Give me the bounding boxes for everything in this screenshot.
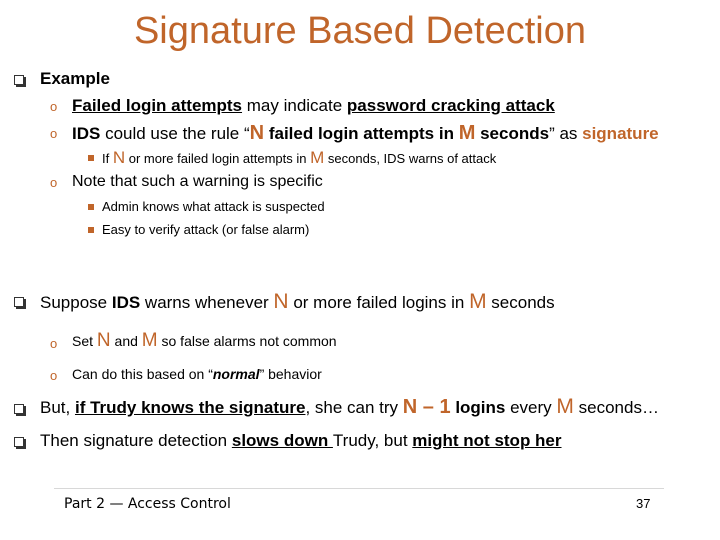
n-variable: N bbox=[112, 148, 126, 167]
text-span: so false alarms not common bbox=[157, 333, 337, 349]
bullet-example bbox=[40, 68, 110, 90]
bullet-failed-login bbox=[72, 95, 555, 117]
m-variable: M bbox=[141, 330, 158, 351]
text-span: ” behavior bbox=[259, 366, 322, 382]
text-span: warns whenever bbox=[140, 293, 274, 312]
note-text: Note that such a warning is specific bbox=[72, 173, 323, 190]
signature-text: signature bbox=[582, 124, 659, 143]
circle-bullet-icon: o bbox=[50, 175, 58, 190]
m-variable: M bbox=[469, 290, 487, 313]
bullet-slows-down bbox=[40, 430, 562, 452]
text-span: Set bbox=[72, 333, 97, 349]
checkbox-bullet-icon bbox=[14, 297, 24, 307]
n-variable: N bbox=[273, 290, 289, 313]
checkbox-bullet-icon bbox=[14, 404, 24, 414]
circle-bullet-icon: o bbox=[50, 126, 58, 141]
n-variable: N bbox=[96, 330, 111, 351]
square-bullet-icon bbox=[88, 155, 94, 161]
circle-bullet-icon: o bbox=[50, 336, 58, 351]
m-variable: M bbox=[458, 122, 476, 144]
m-variable: M bbox=[310, 148, 325, 167]
text-span: and bbox=[110, 333, 142, 349]
m-variable: M bbox=[556, 395, 574, 418]
circle-bullet-icon: o bbox=[50, 99, 58, 114]
text-span: or more failed logins in bbox=[288, 293, 470, 312]
bullet-trudy-knows bbox=[40, 396, 659, 419]
text-span: seconds bbox=[475, 124, 550, 143]
text-span: seconds… bbox=[573, 398, 659, 417]
trudy-knows-text: if Trudy knows the signature bbox=[74, 398, 306, 417]
bullet-set-n-m bbox=[72, 330, 337, 352]
text-span: logins bbox=[450, 398, 506, 417]
example-label: Example bbox=[40, 69, 110, 88]
footer-divider bbox=[54, 488, 664, 489]
square-bullet-icon bbox=[88, 227, 94, 233]
bullet-admin bbox=[102, 196, 325, 218]
text-span: , she can try bbox=[305, 398, 403, 417]
checkbox-bullet-icon bbox=[14, 75, 24, 85]
might-not-stop-text: might not stop her bbox=[412, 431, 562, 450]
text-span: every bbox=[505, 398, 557, 417]
bullet-normal-behavior bbox=[72, 363, 322, 385]
ids-text: IDS bbox=[111, 293, 141, 312]
circle-bullet-icon: o bbox=[50, 368, 58, 383]
text-span: could use the rule “ bbox=[100, 124, 250, 143]
text-span: Suppose bbox=[40, 293, 112, 312]
bullet-suppose bbox=[40, 291, 555, 314]
text-span: seconds, IDS warns of attack bbox=[324, 151, 497, 166]
admin-text: Admin knows what attack is suspected bbox=[102, 199, 325, 214]
text-span: Trudy, but bbox=[332, 431, 413, 450]
checkbox-bullet-icon bbox=[14, 437, 24, 447]
page-number: 37 bbox=[636, 496, 651, 511]
bullet-easy-verify bbox=[102, 219, 309, 241]
n-variable: N bbox=[249, 122, 265, 144]
text-span: failed login attempts in bbox=[264, 124, 459, 143]
text-span: or more failed login attempts in bbox=[125, 151, 311, 166]
footer-course-label: Part 2 — Access Control bbox=[64, 496, 231, 512]
text-span: Then signature detection bbox=[40, 431, 232, 450]
slide-title: Signature Based Detection bbox=[133, 10, 587, 52]
failed-login-text: Failed login attempts bbox=[72, 96, 243, 115]
password-cracking-text: password cracking attack bbox=[346, 96, 555, 115]
ids-text: IDS bbox=[72, 124, 101, 143]
text-span: may indicate bbox=[242, 96, 347, 115]
text-span: Can do this based on “ bbox=[72, 366, 213, 382]
text-span: seconds bbox=[486, 293, 555, 312]
bullet-ids-rule bbox=[72, 122, 659, 145]
text-span: But, bbox=[40, 398, 75, 417]
easy-verify-text: Easy to verify attack (or false alarm) bbox=[102, 222, 310, 237]
square-bullet-icon bbox=[88, 204, 94, 210]
bullet-note bbox=[72, 171, 323, 193]
normal-text: normal bbox=[212, 366, 260, 382]
text-span: If bbox=[102, 151, 113, 166]
n-minus-1: N – 1 bbox=[402, 396, 451, 418]
slows-down-text: slows down bbox=[231, 431, 333, 450]
bullet-ids-warns bbox=[102, 147, 496, 170]
text-span: ” as bbox=[549, 124, 583, 143]
